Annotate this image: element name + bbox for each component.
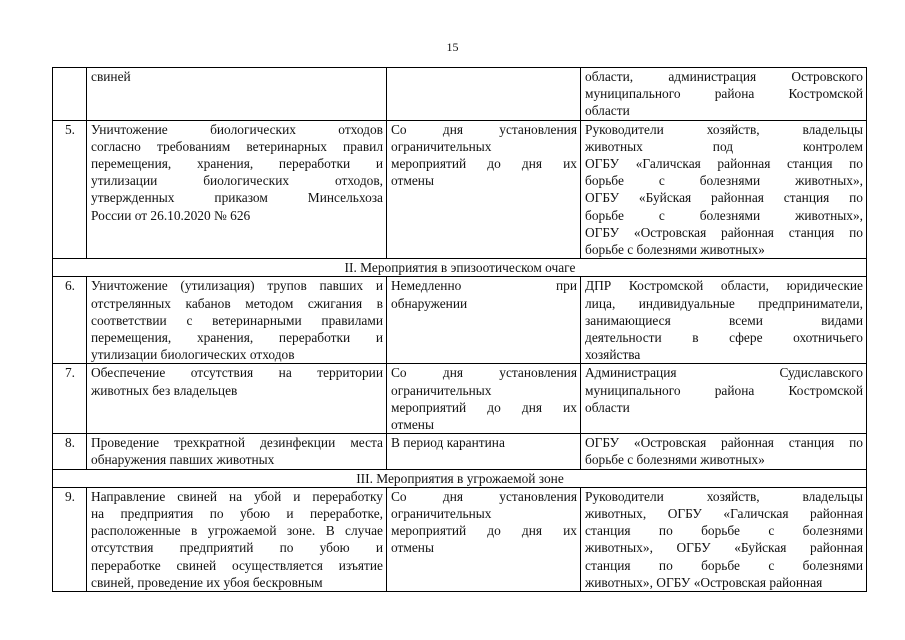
period-text-line: Со дня установления [391,365,577,381]
period-text-line: Со дня установления [391,121,577,137]
period-text [387,364,581,434]
period-text [387,277,581,364]
section-title: II. Мероприятия в эпизоотическом очаге [53,259,867,277]
measure-text-line: Уничтожение биологических отходов [91,121,383,137]
responsible-text-line: хозяйства [585,347,641,363]
measures-table [52,67,867,592]
measure-text-line: отстрелянных кабанов методом сжигания в [91,295,383,311]
responsible-text-line: животных, ОГБУ «Галичская районная [585,506,863,522]
period-text-line: Немедленно при [391,278,577,294]
measure-text-line: Уничтожение (утилизация) трупов павших и [91,278,383,294]
period-text-line: мероприятий до дня их [391,156,577,172]
row-number: 6. [53,277,87,364]
measure-text-line: перемещения, хранения, переработки и [91,330,383,346]
period-text-line: В период карантина [391,435,505,451]
responsible-text-line: станция по борьбе с болезнями [585,557,863,573]
responsible-text-line: муниципального района Костромской [585,382,863,398]
responsible-text [581,277,867,364]
responsible-text-line: борьбе с болезнями животных» [585,452,765,468]
measure-text-line: животных без владельцев [91,382,238,398]
page-number: 15 [446,40,459,54]
responsible-text-line: лица, индивидуальные предприниматели, [585,295,863,311]
period-text-line: отмены [391,540,434,556]
section-title: III. Мероприятия в угрожаемой зоне [53,469,867,487]
measure-text [87,364,387,434]
responsible-text-line: области [585,399,630,415]
responsible-text-line: ОГБУ «Галичская районная станция по [585,156,863,172]
measure-text-line: обнаружения павших животных [91,452,275,468]
measure-text [87,120,387,259]
period-text-line: отмены [391,173,434,189]
responsible-text-line: Руководители хозяйств, владельцы [585,488,863,504]
responsible-text-line: муниципального района Костромской [585,86,863,102]
measure-text [87,487,387,591]
responsible-text [581,364,867,434]
responsible-text-line: Администрация Судиславского [585,365,863,381]
measure-text-line: расположенные в угрожаемой зоне. В случае [91,523,383,539]
period-text [387,434,581,469]
responsible-text [581,434,867,469]
responsible-text-line: деятельности в сфере охотничьего [585,330,863,346]
measure-text-line: России от 26.10.2020 № 626 [91,207,251,223]
measure-text-line: утилизации биологических отходов [91,347,295,363]
responsible-text [581,68,867,121]
row-number: 5. [53,120,87,259]
responsible-text-line: животных под контролем [585,138,863,154]
row-number: 7. [53,364,87,434]
section-header-row [53,469,867,487]
responsible-text-line: ОГБУ «Островская районная станция по [585,435,863,451]
row-number: 9. [53,487,87,591]
measure-text-line: утилизации биологических отходов, [91,173,383,189]
measure-text-line: перемещения, хранения, переработки и [91,156,383,172]
measure-text-line: отсутствия предприятий по убою и [91,540,383,556]
period-text-line: мероприятий до дня их [391,399,577,415]
responsible-text-line: ОГБУ «Буйская районная станция по [585,190,863,206]
period-text [387,487,581,591]
responsible-text-line: станция по борьбе с болезнями [585,523,863,539]
responsible-text-line: занимающиеся всеми видами [585,312,863,328]
row-number: 8. [53,434,87,469]
responsible-text-line: борьбе с болезнями животных», [585,173,863,189]
table-row [53,120,867,259]
table-row [53,68,867,121]
measure-text-line: на предприятия по убою и переработке, [91,506,383,522]
measure-text-line: переработке свиней осуществляется изъятие [91,557,383,573]
responsible-text-line: борьбе с болезнями животных» [585,242,765,258]
responsible-text-line: области, администрация Островского [585,69,863,84]
period-text [387,68,581,121]
measure-text-line: соответствии с ветеринарными правилами [91,312,383,328]
period-text-line: ограничительных [391,382,492,398]
responsible-text-line: ОГБУ «Островская районная станция по [585,224,863,240]
table-row [53,487,867,591]
responsible-text-line: животных», ОГБУ «Буйская районная [585,540,863,556]
responsible-text [581,120,867,259]
period-text-line: ограничительных [391,138,492,154]
period-text-line: отмены [391,417,434,433]
measure-text-line: Обеспечение отсутствия на территории [91,365,383,381]
measure-text [87,434,387,469]
measure-text-line: утвержденных приказом Минсельхоза [91,190,383,206]
responsible-text-line: борьбе с болезнями животных», [585,207,863,223]
table-row [53,434,867,469]
responsible-text [581,487,867,591]
measures-table-body [53,68,867,592]
measure-text [87,277,387,364]
period-text-line: мероприятий до дня их [391,523,577,539]
responsible-text-line: животных», ОГБУ «Островская районная [585,574,823,590]
measure-text-line: Проведение трехкратной дезинфекции места [91,435,383,451]
measure-text-line: Направление свиней на убой и переработку [91,488,383,504]
table-row [53,277,867,364]
measure-text-line: свиней, проведение их убоя бескровным [91,574,323,590]
section-header-row [53,259,867,277]
period-text [387,120,581,259]
measure-text-line: согласно требованиям ветеринарных правил [91,138,383,154]
responsible-text-line: ДПР Костромской области, юридические [585,278,863,294]
responsible-text-line: Руководители хозяйств, владельцы [585,121,863,137]
row-number [53,68,87,121]
period-text-line: обнаружении [391,295,468,311]
measure-text: свиней [87,68,387,121]
responsible-text-line: области [585,103,630,119]
period-text-line: ограничительных [391,506,492,522]
period-text-line: Со дня установления [391,488,577,504]
table-row [53,364,867,434]
